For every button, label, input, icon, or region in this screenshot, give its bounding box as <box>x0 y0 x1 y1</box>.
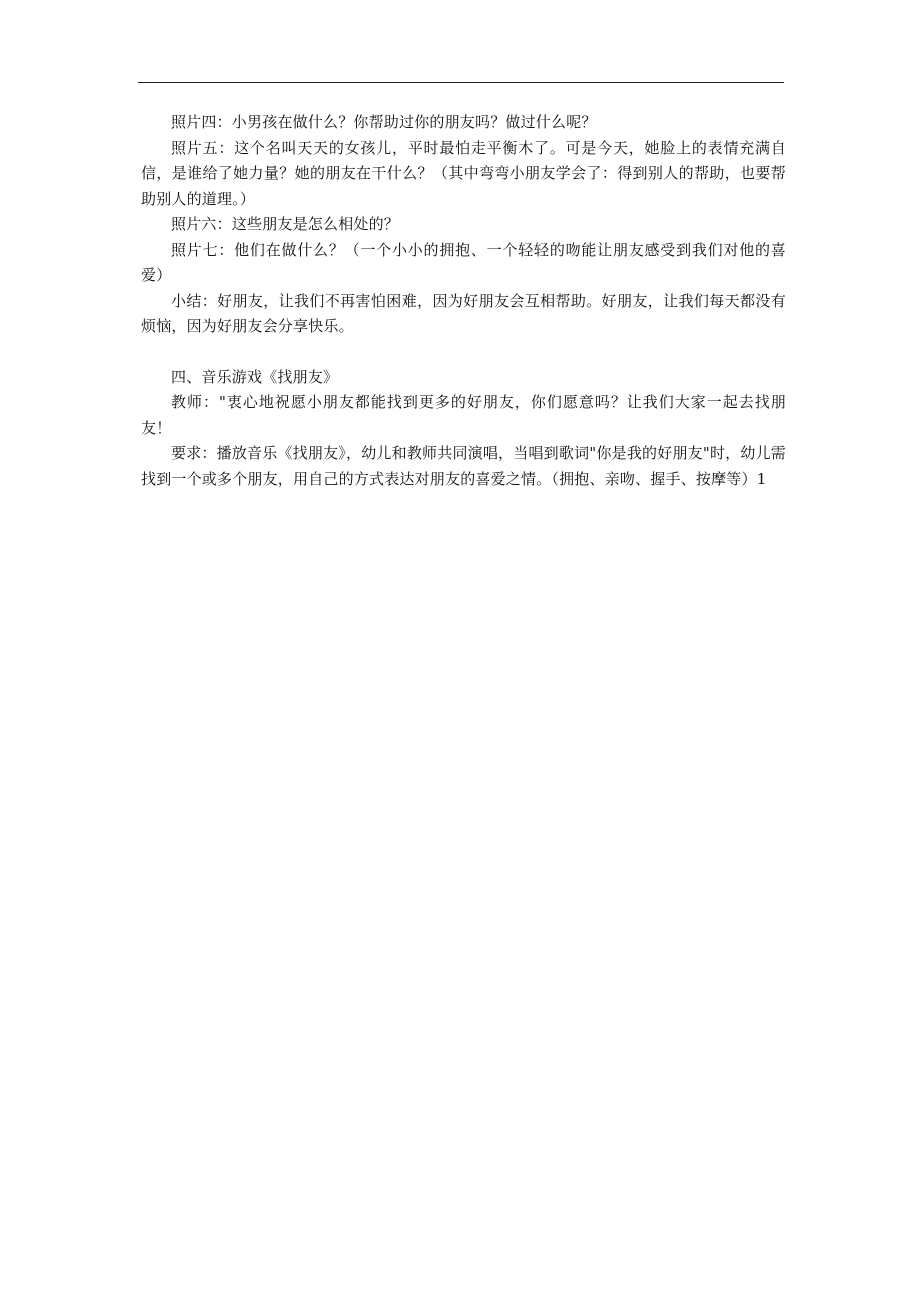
requirements-paragraph: 要求：播放音乐《找朋友》，幼儿和教师共同演唱，当唱到歌词"你是我的好朋友"时，幼儿需找到一个或多个朋友，用自己的方式表达对朋友的喜爱之情。（拥抱、亲吻、握手、按摩等）1 <box>141 444 786 488</box>
photo-four-paragraph: 照片四：小男孩在做什么？你帮助过你的朋友吗？做过什么呢？ <box>171 113 597 131</box>
summary-paragraph: 小结：好朋友，让我们不再害怕困难，因为好朋友会互相帮助。好朋友，让我们每天都没有烦恼，因为好朋友会分享快乐。 <box>141 291 786 335</box>
photo-six-paragraph: 照片六：这些朋友是怎么相处的？ <box>171 215 400 233</box>
section-heading: 四、音乐游戏《找朋友》 <box>171 367 339 386</box>
header-rule <box>138 82 784 83</box>
photo-seven-paragraph: 照片七：他们在做什么？（一个小小的拥抱、一个轻轻的吻能让朋友感受到我们对他的喜爱） <box>141 240 786 284</box>
document-body <box>141 110 786 492</box>
section-spacer <box>141 340 786 365</box>
teacher-paragraph: 教师："衷心地祝愿小朋友都能找到更多的好朋友，你们愿意吗？让我们大家一起去找朋友！ <box>141 393 786 437</box>
photo-five-paragraph: 照片五：这个名叫天天的女孩儿，平时最怕走平衡木了。可是今天，她脸上的表情充满自信，是谁给了她力量？她的朋友在干什么？（其中弯弯小朋友学会了：得到别人的帮助，也要帮助别人的道理。） <box>141 138 786 208</box>
